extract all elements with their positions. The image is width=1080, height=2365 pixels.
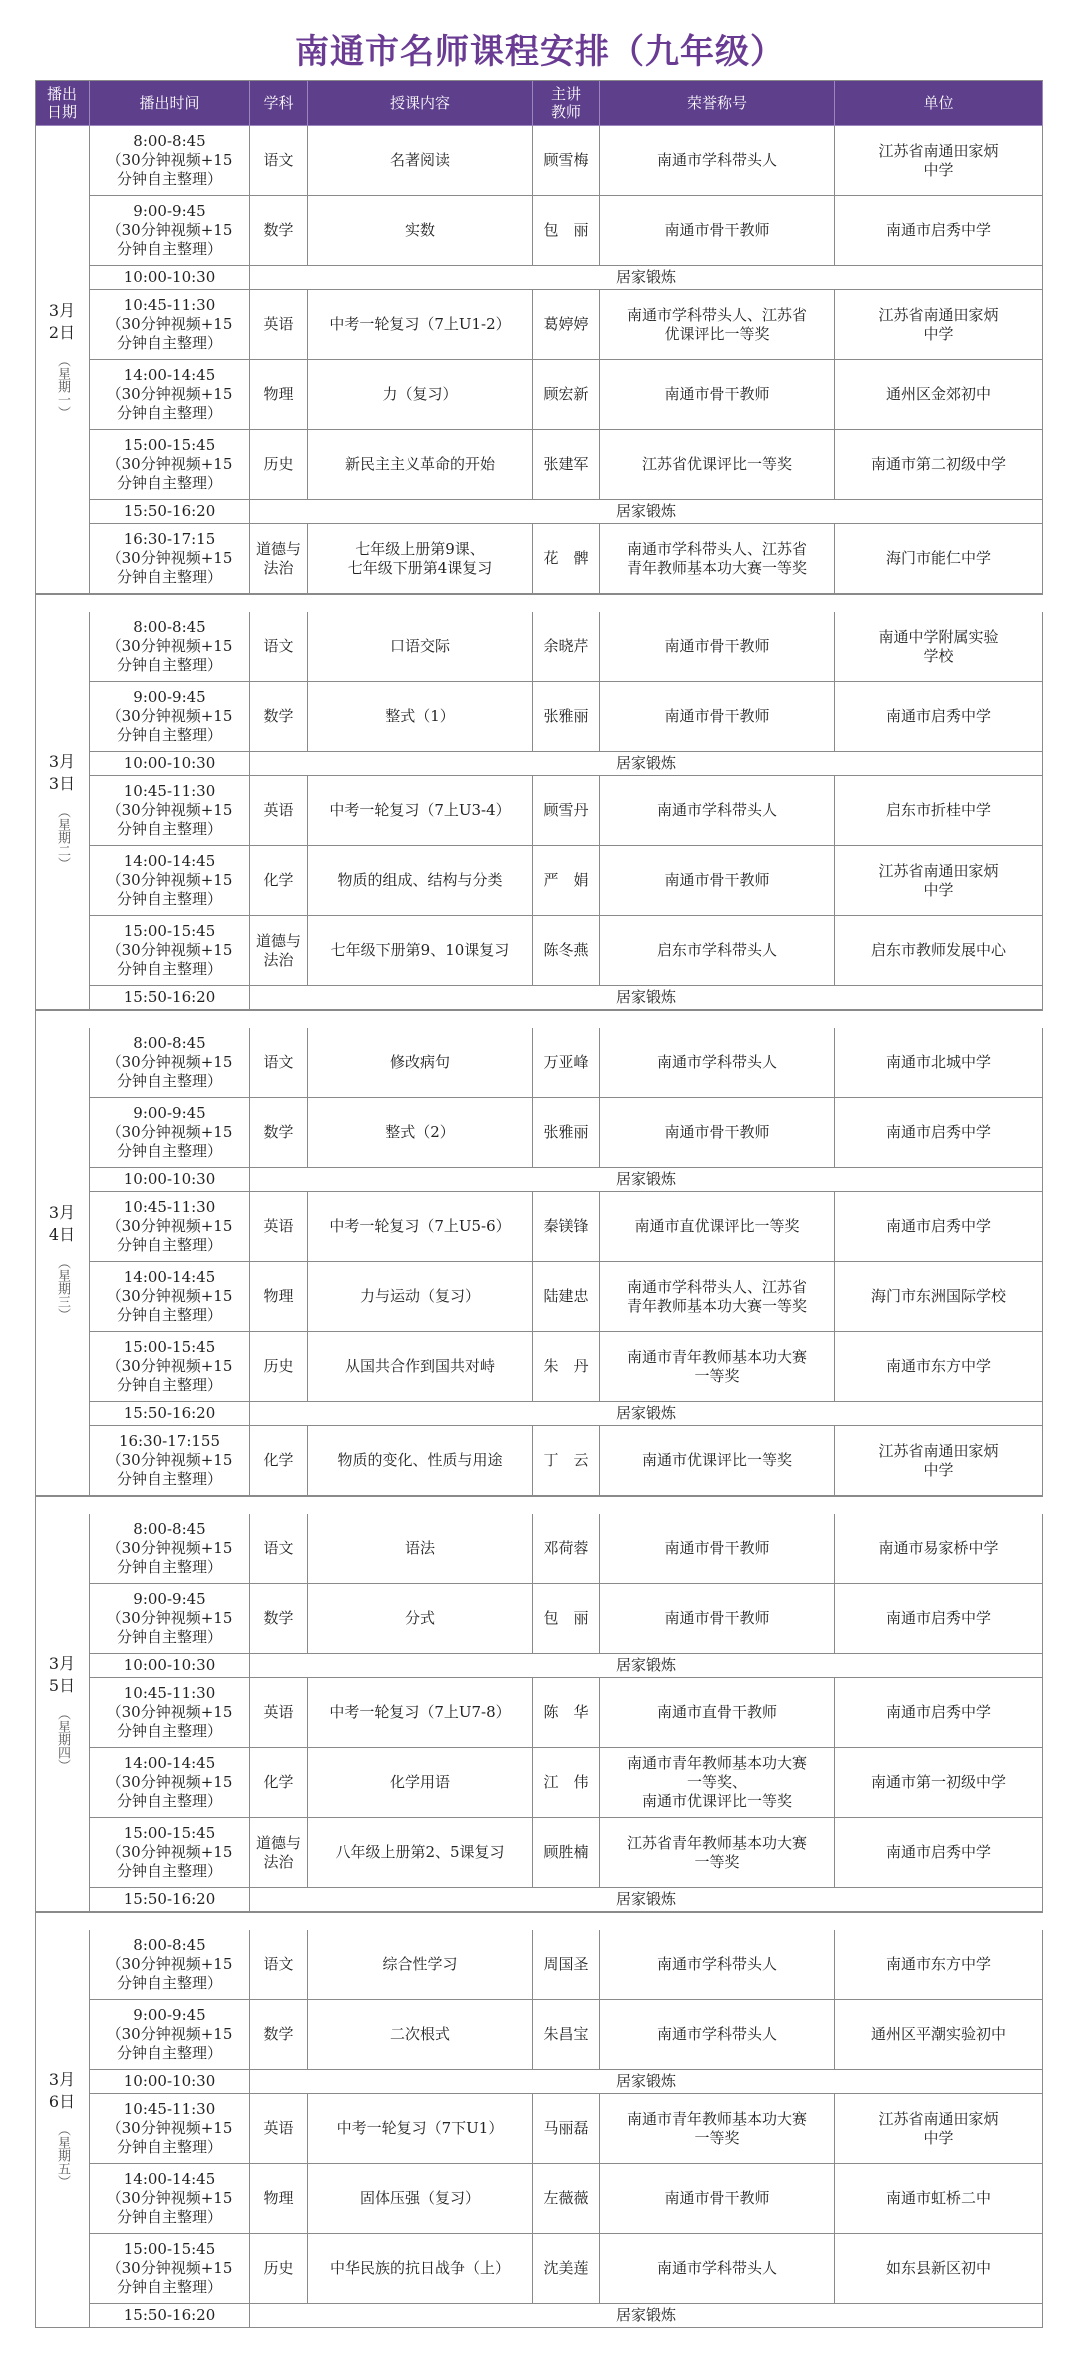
class-honor: 南通市骨干教师	[600, 1584, 835, 1654]
class-content: 中考一轮复习（7上U7-8）	[308, 1678, 533, 1748]
exercise-label: 居家锻炼	[250, 500, 1043, 524]
class-unit: 南通市易家桥中学	[835, 1514, 1043, 1584]
exercise-label: 居家锻炼	[250, 986, 1043, 1010]
header-content: 授课内容	[308, 80, 533, 126]
weekday-label: （星期四）	[55, 1707, 70, 1772]
date-cell	[35, 1514, 90, 1912]
class-teacher: 包 丽	[533, 196, 600, 266]
class-subject: 物理	[250, 2164, 308, 2234]
class-subject: 数学	[250, 1584, 308, 1654]
class-teacher: 沈美莲	[533, 2234, 600, 2304]
class-unit: 南通市启秀中学	[835, 682, 1043, 752]
class-honor: 南通市骨干教师	[600, 612, 835, 682]
class-subject: 英语	[250, 1192, 308, 1262]
class-unit: 启东市教师发展中心	[835, 916, 1043, 986]
class-unit: 海门市东洲国际学校	[835, 1262, 1043, 1332]
class-teacher: 陈 华	[533, 1678, 600, 1748]
class-honor: 南通市学科带头人、江苏省 优课评比一等奖	[600, 290, 835, 360]
header-teacher: 主讲 教师	[533, 80, 600, 126]
exercise-time: 15:50-16:20	[90, 500, 250, 524]
class-teacher: 顾雪丹	[533, 776, 600, 846]
header-date: 播出 日期	[35, 80, 90, 126]
class-teacher: 周国圣	[533, 1930, 600, 2000]
class-teacher: 顾胜楠	[533, 1818, 600, 1888]
class-unit: 启东市折桂中学	[835, 776, 1043, 846]
date-cell	[35, 1930, 90, 2328]
class-subject: 数学	[250, 2000, 308, 2070]
class-honor: 南通市骨干教师	[600, 360, 835, 430]
exercise-label: 居家锻炼	[250, 2304, 1043, 2328]
class-time: 15:00-15:45 （30分钟视频+15 分钟自主整理）	[90, 916, 250, 986]
class-content: 分式	[308, 1584, 533, 1654]
class-unit: 南通市东方中学	[835, 1930, 1043, 2000]
class-unit: 江苏省南通田家炳 中学	[835, 2094, 1043, 2164]
class-teacher: 邓荷蓉	[533, 1514, 600, 1584]
class-subject: 道德与 法治	[250, 1818, 308, 1888]
class-subject: 历史	[250, 2234, 308, 2304]
class-subject: 语文	[250, 1028, 308, 1098]
date-cell	[35, 126, 90, 594]
class-time: 8:00-8:45 （30分钟视频+15 分钟自主整理）	[90, 1028, 250, 1098]
class-subject: 物理	[250, 1262, 308, 1332]
class-subject: 英语	[250, 290, 308, 360]
class-honor: 南通市直优课评比一等奖	[600, 1192, 835, 1262]
exercise-time: 15:50-16:20	[90, 1888, 250, 1912]
class-teacher: 张建军	[533, 430, 600, 500]
class-time: 9:00-9:45 （30分钟视频+15 分钟自主整理）	[90, 1098, 250, 1168]
class-content: 整式（1）	[308, 682, 533, 752]
class-time: 10:45-11:30 （30分钟视频+15 分钟自主整理）	[90, 1678, 250, 1748]
class-time: 10:45-11:30 （30分钟视频+15 分钟自主整理）	[90, 1192, 250, 1262]
class-time: 14:00-14:45 （30分钟视频+15 分钟自主整理）	[90, 1262, 250, 1332]
class-subject: 英语	[250, 776, 308, 846]
class-teacher: 丁 云	[533, 1426, 600, 1496]
class-content: 化学用语	[308, 1748, 533, 1818]
class-time: 14:00-14:45 （30分钟视频+15 分钟自主整理）	[90, 1748, 250, 1818]
class-unit: 海门市能仁中学	[835, 524, 1043, 594]
class-honor: 南通市学科带头人、江苏省 青年教师基本功大赛一等奖	[600, 1262, 835, 1332]
class-honor: 南通市学科带头人	[600, 776, 835, 846]
class-time: 9:00-9:45 （30分钟视频+15 分钟自主整理）	[90, 2000, 250, 2070]
header-time: 播出时间	[90, 80, 250, 126]
class-teacher: 陆建忠	[533, 1262, 600, 1332]
class-honor: 江苏省优课评比一等奖	[600, 430, 835, 500]
date-label: 3月 5日	[48, 1654, 76, 1695]
class-teacher: 花 髀	[533, 524, 600, 594]
class-content: 中考一轮复习（7下U1）	[308, 2094, 533, 2164]
class-content: 名著阅读	[308, 126, 533, 196]
class-unit: 南通市启秀中学	[835, 1584, 1043, 1654]
class-time: 15:00-15:45 （30分钟视频+15 分钟自主整理）	[90, 1818, 250, 1888]
class-unit: 南通市启秀中学	[835, 196, 1043, 266]
exercise-label: 居家锻炼	[250, 1402, 1043, 1426]
class-time: 15:00-15:45 （30分钟视频+15 分钟自主整理）	[90, 2234, 250, 2304]
exercise-time: 10:00-10:30	[90, 2070, 250, 2094]
class-subject: 数学	[250, 1098, 308, 1168]
class-unit: 南通中学附属实验 学校	[835, 612, 1043, 682]
class-honor: 南通市青年教师基本功大赛 一等奖、 南通市优课评比一等奖	[600, 1748, 835, 1818]
class-time: 9:00-9:45 （30分钟视频+15 分钟自主整理）	[90, 1584, 250, 1654]
class-subject: 英语	[250, 2094, 308, 2164]
class-unit: 南通市东方中学	[835, 1332, 1043, 1402]
class-teacher: 顾雪梅	[533, 126, 600, 196]
class-time: 10:45-11:30 （30分钟视频+15 分钟自主整理）	[90, 776, 250, 846]
class-time: 8:00-8:45 （30分钟视频+15 分钟自主整理）	[90, 1514, 250, 1584]
class-subject: 语文	[250, 1930, 308, 2000]
class-unit: 南通市第一初级中学	[835, 1748, 1043, 1818]
class-teacher: 朱 丹	[533, 1332, 600, 1402]
class-time: 14:00-14:45 （30分钟视频+15 分钟自主整理）	[90, 846, 250, 916]
class-content: 新民主主义革命的开始	[308, 430, 533, 500]
class-subject: 道德与 法治	[250, 916, 308, 986]
class-honor: 南通市优课评比一等奖	[600, 1426, 835, 1496]
class-teacher: 包 丽	[533, 1584, 600, 1654]
class-honor: 南通市骨干教师	[600, 196, 835, 266]
class-honor: 南通市学科带头人	[600, 2000, 835, 2070]
class-subject: 英语	[250, 1678, 308, 1748]
class-subject: 化学	[250, 1748, 308, 1818]
class-unit: 南通市启秀中学	[835, 1098, 1043, 1168]
class-teacher: 陈冬燕	[533, 916, 600, 986]
class-unit: 江苏省南通田家炳 中学	[835, 1426, 1043, 1496]
class-content: 物质的变化、性质与用途	[308, 1426, 533, 1496]
class-content: 物质的组成、结构与分类	[308, 846, 533, 916]
header-subject: 学科	[250, 80, 308, 126]
class-honor: 南通市学科带头人	[600, 126, 835, 196]
class-content: 中华民族的抗日战争（上）	[308, 2234, 533, 2304]
class-content: 修改病句	[308, 1028, 533, 1098]
date-cell	[35, 612, 90, 1010]
class-content: 中考一轮复习（7上U3-4）	[308, 776, 533, 846]
class-content: 七年级下册第9、10课复习	[308, 916, 533, 986]
date-label: 3月 2日	[48, 301, 76, 342]
header-honor: 荣誉称号	[600, 80, 835, 126]
class-honor: 南通市学科带头人	[600, 1930, 835, 2000]
date-label: 3月 4日	[48, 1203, 76, 1244]
class-subject: 化学	[250, 846, 308, 916]
class-honor: 南通市学科带头人、江苏省 青年教师基本功大赛一等奖	[600, 524, 835, 594]
day-separator	[35, 1912, 1043, 1930]
class-subject: 物理	[250, 360, 308, 430]
class-unit: 江苏省南通田家炳 中学	[835, 846, 1043, 916]
day-separator	[35, 1010, 1043, 1028]
exercise-label: 居家锻炼	[250, 752, 1043, 776]
class-teacher: 江 伟	[533, 1748, 600, 1818]
exercise-time: 15:50-16:20	[90, 986, 250, 1010]
class-content: 力与运动（复习）	[308, 1262, 533, 1332]
class-subject: 语文	[250, 126, 308, 196]
class-content: 力（复习）	[308, 360, 533, 430]
class-content: 八年级上册第2、5课复习	[308, 1818, 533, 1888]
class-time: 8:00-8:45 （30分钟视频+15 分钟自主整理）	[90, 612, 250, 682]
class-content: 综合性学习	[308, 1930, 533, 2000]
class-unit: 南通市启秀中学	[835, 1678, 1043, 1748]
class-unit: 如东县新区初中	[835, 2234, 1043, 2304]
exercise-time: 10:00-10:30	[90, 1654, 250, 1678]
class-unit: 通州区金郊初中	[835, 360, 1043, 430]
class-honor: 南通市骨干教师	[600, 846, 835, 916]
header-unit: 单位	[835, 80, 1043, 126]
date-cell	[35, 1028, 90, 1496]
class-subject: 语文	[250, 1514, 308, 1584]
class-unit: 江苏省南通田家炳 中学	[835, 126, 1043, 196]
class-honor: 南通市青年教师基本功大赛 一等奖	[600, 1332, 835, 1402]
class-content: 实数	[308, 196, 533, 266]
class-time: 16:30-17:15 （30分钟视频+15 分钟自主整理）	[90, 524, 250, 594]
class-time: 14:00-14:45 （30分钟视频+15 分钟自主整理）	[90, 360, 250, 430]
page-title: 南通市名师课程安排（九年级）	[295, 32, 785, 72]
class-content: 中考一轮复习（7上U5-6）	[308, 1192, 533, 1262]
class-teacher: 严 娟	[533, 846, 600, 916]
class-unit: 南通市启秀中学	[835, 1818, 1043, 1888]
class-honor: 南通市骨干教师	[600, 2164, 835, 2234]
weekday-label: （星期三）	[55, 1256, 70, 1321]
class-unit: 江苏省南通田家炳 中学	[835, 290, 1043, 360]
class-teacher: 万亚峰	[533, 1028, 600, 1098]
class-honor: 南通市骨干教师	[600, 1514, 835, 1584]
class-subject: 道德与 法治	[250, 524, 308, 594]
exercise-time: 15:50-16:20	[90, 1402, 250, 1426]
class-time: 8:00-8:45 （30分钟视频+15 分钟自主整理）	[90, 1930, 250, 2000]
class-time: 10:45-11:30 （30分钟视频+15 分钟自主整理）	[90, 290, 250, 360]
day-separator	[35, 594, 1043, 612]
class-honor: 江苏省青年教师基本功大赛 一等奖	[600, 1818, 835, 1888]
class-time: 9:00-9:45 （30分钟视频+15 分钟自主整理）	[90, 682, 250, 752]
class-subject: 化学	[250, 1426, 308, 1496]
date-label: 3月 6日	[48, 2070, 76, 2111]
class-time: 15:00-15:45 （30分钟视频+15 分钟自主整理）	[90, 430, 250, 500]
class-subject: 历史	[250, 430, 308, 500]
class-unit: 南通市虹桥二中	[835, 2164, 1043, 2234]
class-teacher: 张雅丽	[533, 1098, 600, 1168]
class-subject: 语文	[250, 612, 308, 682]
exercise-label: 居家锻炼	[250, 1654, 1043, 1678]
weekday-label: （星期一）	[55, 354, 70, 419]
class-content: 中考一轮复习（7上U1-2）	[308, 290, 533, 360]
class-time: 10:45-11:30 （30分钟视频+15 分钟自主整理）	[90, 2094, 250, 2164]
class-content: 固体压强（复习）	[308, 2164, 533, 2234]
class-time: 8:00-8:45 （30分钟视频+15 分钟自主整理）	[90, 126, 250, 196]
weekday-label: （星期二）	[55, 805, 70, 870]
class-time: 16:30-17:155 （30分钟视频+15 分钟自主整理）	[90, 1426, 250, 1496]
class-unit: 通州区平潮实验初中	[835, 2000, 1043, 2070]
class-subject: 数学	[250, 196, 308, 266]
exercise-label: 居家锻炼	[250, 2070, 1043, 2094]
class-teacher: 余晓芹	[533, 612, 600, 682]
class-honor: 南通市骨干教师	[600, 682, 835, 752]
class-honor: 启东市学科带头人	[600, 916, 835, 986]
exercise-label: 居家锻炼	[250, 1888, 1043, 1912]
class-teacher: 葛婷婷	[533, 290, 600, 360]
exercise-time: 10:00-10:30	[90, 1168, 250, 1192]
exercise-time: 10:00-10:30	[90, 752, 250, 776]
class-content: 整式（2）	[308, 1098, 533, 1168]
class-subject: 历史	[250, 1332, 308, 1402]
class-unit: 南通市北城中学	[835, 1028, 1043, 1098]
day-separator	[35, 1496, 1043, 1514]
class-teacher: 顾宏新	[533, 360, 600, 430]
exercise-time: 10:00-10:30	[90, 266, 250, 290]
class-unit: 南通市第二初级中学	[835, 430, 1043, 500]
class-honor: 南通市骨干教师	[600, 1098, 835, 1168]
class-teacher: 张雅丽	[533, 682, 600, 752]
class-honor: 南通市直骨干教师	[600, 1678, 835, 1748]
class-content: 从国共合作到国共对峙	[308, 1332, 533, 1402]
class-honor: 南通市学科带头人	[600, 1028, 835, 1098]
exercise-label: 居家锻炼	[250, 266, 1043, 290]
class-content: 口语交际	[308, 612, 533, 682]
class-content: 七年级上册第9课、 七年级下册第4课复习	[308, 524, 533, 594]
class-teacher: 马丽磊	[533, 2094, 600, 2164]
class-subject: 数学	[250, 682, 308, 752]
class-time: 15:00-15:45 （30分钟视频+15 分钟自主整理）	[90, 1332, 250, 1402]
class-time: 9:00-9:45 （30分钟视频+15 分钟自主整理）	[90, 196, 250, 266]
class-teacher: 朱昌宝	[533, 2000, 600, 2070]
exercise-label: 居家锻炼	[250, 1168, 1043, 1192]
class-content: 语法	[308, 1514, 533, 1584]
class-content: 二次根式	[308, 2000, 533, 2070]
class-honor: 南通市学科带头人	[600, 2234, 835, 2304]
date-label: 3月 3日	[48, 752, 76, 793]
class-honor: 南通市青年教师基本功大赛 一等奖	[600, 2094, 835, 2164]
class-unit: 南通市启秀中学	[835, 1192, 1043, 1262]
class-time: 14:00-14:45 （30分钟视频+15 分钟自主整理）	[90, 2164, 250, 2234]
exercise-time: 15:50-16:20	[90, 2304, 250, 2328]
class-teacher: 左薇薇	[533, 2164, 600, 2234]
class-teacher: 秦镁锋	[533, 1192, 600, 1262]
weekday-label: （星期五）	[55, 2123, 70, 2188]
